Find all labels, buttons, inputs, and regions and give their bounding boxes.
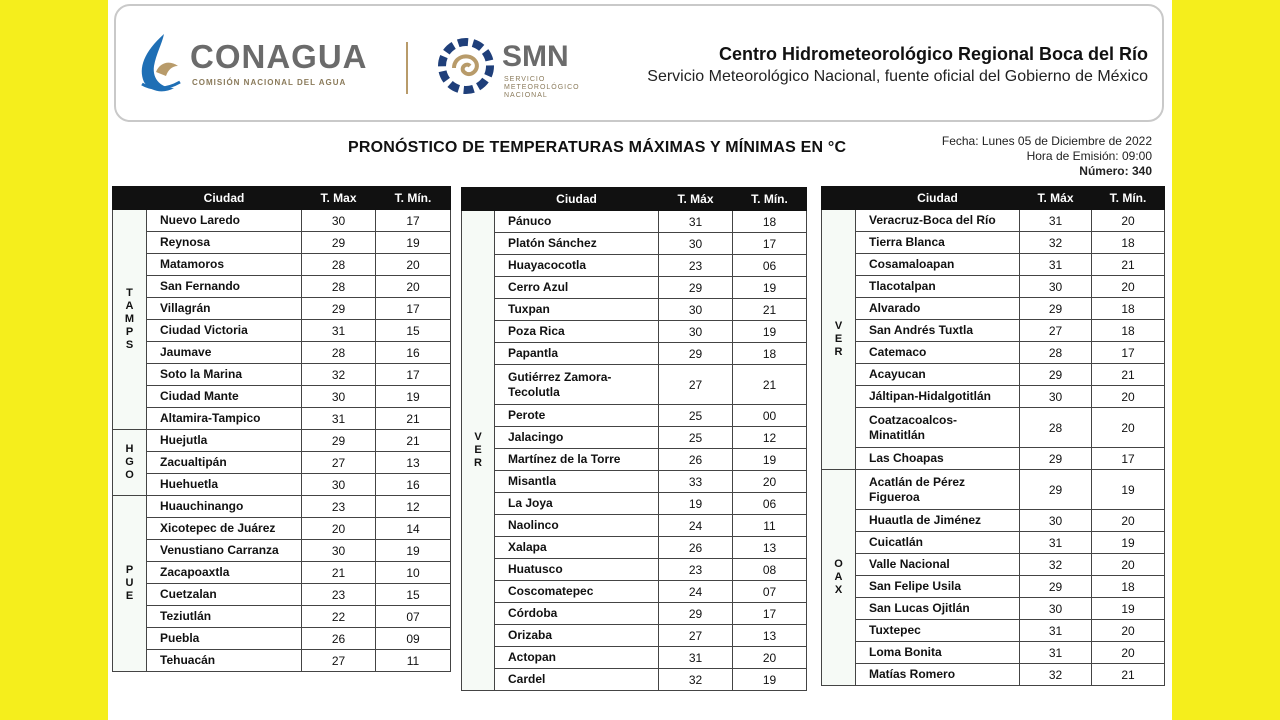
table-row — [462, 365, 807, 405]
table-row — [113, 364, 451, 386]
header-state-cell — [822, 187, 856, 210]
temp-max: 31 — [659, 211, 733, 233]
temp-max: 29 — [659, 277, 733, 299]
city-name: Jáltipan-Hidalgotitlán — [856, 386, 1020, 408]
temp-max: 26 — [659, 537, 733, 559]
temp-min: 21 — [1092, 364, 1165, 386]
city-name: Tuxtepec — [856, 620, 1020, 642]
temp-min: 15 — [376, 584, 451, 606]
temp-min: 07 — [376, 606, 451, 628]
table-row — [822, 554, 1165, 576]
table-row — [113, 474, 451, 496]
temp-max: 32 — [1020, 664, 1092, 686]
table-row — [462, 405, 807, 427]
city-name: Cosamaloapan — [856, 254, 1020, 276]
city-name: Actopan — [495, 647, 659, 669]
city-name: Zacapoaxtla — [147, 562, 302, 584]
city-name: Villagrán — [147, 298, 302, 320]
city-name: Platón Sánchez — [495, 233, 659, 255]
city-name: San Fernando — [147, 276, 302, 298]
temp-max: 23 — [302, 584, 376, 606]
city-name: Tierra Blanca — [856, 232, 1020, 254]
city-name: Jalacingo — [495, 427, 659, 449]
temp-max: 23 — [302, 496, 376, 518]
city-name: Ciudad Mante — [147, 386, 302, 408]
table-row — [113, 320, 451, 342]
table-row — [822, 620, 1165, 642]
table-row — [113, 430, 451, 452]
table-row — [822, 642, 1165, 664]
table-row — [113, 408, 451, 430]
table-row — [822, 232, 1165, 254]
temp-max: 28 — [302, 276, 376, 298]
city-name: Reynosa — [147, 232, 302, 254]
city-name: San Lucas Ojitlán — [856, 598, 1020, 620]
city-name: Cuicatlán — [856, 532, 1020, 554]
city-name: Ciudad Victoria — [147, 320, 302, 342]
city-name: Huautla de Jiménez — [856, 510, 1020, 532]
temp-max: 24 — [659, 581, 733, 603]
temp-max: 26 — [659, 449, 733, 471]
city-name: Tlacotalpan — [856, 276, 1020, 298]
city-name: Alvarado — [856, 298, 1020, 320]
temp-max: 31 — [1020, 620, 1092, 642]
city-name: Perote — [495, 405, 659, 427]
temp-min: 19 — [733, 669, 807, 691]
table-row — [822, 298, 1165, 320]
temp-min: 20 — [1092, 510, 1165, 532]
table-row — [822, 276, 1165, 298]
city-name: Matías Romero — [856, 664, 1020, 686]
state-code: HGO — [125, 443, 134, 481]
header-tmin: T. Mín. — [376, 187, 451, 210]
temp-max: 30 — [1020, 510, 1092, 532]
temp-max: 25 — [659, 405, 733, 427]
temp-min: 19 — [376, 386, 451, 408]
temp-max: 23 — [659, 559, 733, 581]
temp-max: 28 — [1020, 408, 1092, 448]
conagua-logo-icon — [134, 32, 184, 94]
city-name: Martínez de la Torre — [495, 449, 659, 471]
temp-min: 20 — [1092, 554, 1165, 576]
table-row — [462, 277, 807, 299]
temp-min: 19 — [1092, 470, 1165, 510]
city-name: Las Choapas — [856, 448, 1020, 470]
temp-max: 30 — [302, 540, 376, 562]
city-name: Naolinco — [495, 515, 659, 537]
forecast-table-1 — [112, 186, 451, 672]
smn-subtitle: SERVICIO METEOROLÓGICO NACIONAL — [504, 76, 580, 99]
document-meta — [942, 134, 1152, 179]
temp-max: 31 — [659, 647, 733, 669]
table-row — [462, 427, 807, 449]
table-row — [113, 562, 451, 584]
table-row — [113, 496, 451, 518]
temp-min: 17 — [376, 364, 451, 386]
temp-max: 29 — [1020, 470, 1092, 510]
table-row — [462, 471, 807, 493]
table-row — [462, 581, 807, 603]
temp-max: 20 — [302, 518, 376, 540]
temp-max: 31 — [1020, 254, 1092, 276]
temp-min: 19 — [733, 449, 807, 471]
table-header-row — [113, 187, 451, 210]
table-row — [113, 606, 451, 628]
city-name: Loma Bonita — [856, 642, 1020, 664]
city-name: Altamira-Tampico — [147, 408, 302, 430]
city-name: Xicotepec de Juárez — [147, 518, 302, 540]
table-row — [822, 510, 1165, 532]
city-name: Huatusco — [495, 559, 659, 581]
temp-min: 12 — [376, 496, 451, 518]
header-subtitle: Servicio Meteorológico Nacional, fuente oficial del Gobierno de México — [647, 68, 1148, 85]
temp-min: 14 — [376, 518, 451, 540]
temp-max: 21 — [302, 562, 376, 584]
table-row — [822, 664, 1165, 686]
temp-min: 20 — [376, 254, 451, 276]
state-label — [113, 210, 147, 430]
temp-min: 16 — [376, 474, 451, 496]
temp-min: 19 — [733, 277, 807, 299]
temp-min: 19 — [733, 321, 807, 343]
city-name: Teziutlán — [147, 606, 302, 628]
temp-min: 21 — [1092, 254, 1165, 276]
table-row — [113, 232, 451, 254]
temp-min: 13 — [733, 537, 807, 559]
temp-min: 19 — [376, 232, 451, 254]
document-page — [108, 0, 1172, 720]
temp-min: 21 — [376, 430, 451, 452]
temp-min: 21 — [733, 299, 807, 321]
city-name: Venustiano Carranza — [147, 540, 302, 562]
temp-min: 17 — [376, 298, 451, 320]
table-row — [822, 254, 1165, 276]
table-row — [113, 452, 451, 474]
city-name: Valle Nacional — [856, 554, 1020, 576]
state-code: TAMPS — [124, 287, 135, 351]
temp-max: 32 — [659, 669, 733, 691]
temp-max: 27 — [659, 365, 733, 405]
temp-min: 18 — [1092, 232, 1165, 254]
state-code: VER — [834, 320, 843, 358]
header-city: Ciudad — [856, 187, 1020, 210]
temp-max: 27 — [659, 625, 733, 647]
temp-max: 30 — [302, 386, 376, 408]
table-row — [462, 343, 807, 365]
state-label — [113, 496, 147, 672]
temp-min: 17 — [733, 603, 807, 625]
city-name: Tuxpan — [495, 299, 659, 321]
temp-max: 23 — [659, 255, 733, 277]
smn-logo — [434, 30, 604, 102]
city-name: Cuetzalan — [147, 584, 302, 606]
temp-max: 29 — [659, 603, 733, 625]
temp-min: 16 — [376, 342, 451, 364]
temp-min: 17 — [1092, 448, 1165, 470]
temp-max: 28 — [1020, 342, 1092, 364]
temp-max: 28 — [302, 342, 376, 364]
temp-max: 30 — [659, 233, 733, 255]
table-row — [462, 321, 807, 343]
table-row — [822, 532, 1165, 554]
table-row — [113, 254, 451, 276]
temp-min: 19 — [1092, 532, 1165, 554]
temp-min: 07 — [733, 581, 807, 603]
meta-issue-time: Hora de Emisión: 09:00 — [1026, 149, 1152, 163]
header-tmax: T. Máx — [1020, 187, 1092, 210]
header-title: Centro Hidrometeorológico Regional Boca del Río — [718, 44, 1148, 64]
table-row — [462, 255, 807, 277]
temp-min: 20 — [1092, 642, 1165, 664]
temp-max: 27 — [302, 452, 376, 474]
city-name: Huayacocotla — [495, 255, 659, 277]
temp-max: 29 — [659, 343, 733, 365]
table-row — [113, 650, 451, 672]
city-name: Huauchinango — [147, 496, 302, 518]
table-row — [462, 299, 807, 321]
temp-min: 20 — [1092, 620, 1165, 642]
smn-logo-icon — [434, 34, 498, 98]
temp-min: 19 — [1092, 598, 1165, 620]
temp-min: 10 — [376, 562, 451, 584]
table-row — [462, 625, 807, 647]
city-name: Córdoba — [495, 603, 659, 625]
temp-max: 30 — [659, 299, 733, 321]
temp-min: 20 — [1092, 408, 1165, 448]
temp-min: 08 — [733, 559, 807, 581]
temp-max: 30 — [1020, 386, 1092, 408]
temp-max: 29 — [1020, 298, 1092, 320]
temp-min: 17 — [733, 233, 807, 255]
temp-min: 09 — [376, 628, 451, 650]
state-label — [822, 470, 856, 686]
temp-max: 31 — [302, 408, 376, 430]
city-name: San Felipe Usila — [856, 576, 1020, 598]
table-row — [822, 210, 1165, 232]
table-row — [113, 540, 451, 562]
city-name: Soto la Marina — [147, 364, 302, 386]
temp-min: 21 — [376, 408, 451, 430]
temp-max: 32 — [1020, 554, 1092, 576]
temp-min: 18 — [733, 343, 807, 365]
conagua-wordmark: CONAGUA — [190, 38, 368, 75]
table-row — [822, 470, 1165, 510]
city-name: Xalapa — [495, 537, 659, 559]
table-row — [113, 518, 451, 540]
table-row — [113, 628, 451, 650]
temp-max: 29 — [302, 298, 376, 320]
table-header-row — [822, 187, 1165, 210]
header-tmax: T. Máx — [659, 188, 733, 211]
temp-min: 00 — [733, 405, 807, 427]
city-name: Gutiérrez Zamora-Tecolutla — [495, 365, 659, 405]
header-tmin: T. Mín. — [733, 188, 807, 211]
city-name: Misantla — [495, 471, 659, 493]
header-state-cell — [462, 188, 495, 211]
city-name: Matamoros — [147, 254, 302, 276]
temp-min: 21 — [733, 365, 807, 405]
city-name: Poza Rica — [495, 321, 659, 343]
city-name: Cerro Azul — [495, 277, 659, 299]
temp-max: 31 — [1020, 532, 1092, 554]
state-code: OAX — [834, 558, 843, 596]
city-name: Cardel — [495, 669, 659, 691]
table-row — [822, 448, 1165, 470]
temp-max: 32 — [302, 364, 376, 386]
city-name: Catemaco — [856, 342, 1020, 364]
table-row — [462, 647, 807, 669]
table-header-row — [462, 188, 807, 211]
table-row — [113, 584, 451, 606]
temp-min: 15 — [376, 320, 451, 342]
city-name: Orizaba — [495, 625, 659, 647]
forecast-table-2 — [461, 187, 807, 691]
table-row — [462, 537, 807, 559]
city-name: Puebla — [147, 628, 302, 650]
temp-max: 25 — [659, 427, 733, 449]
table-row — [462, 211, 807, 233]
temp-min: 20 — [1092, 210, 1165, 232]
header-city: Ciudad — [495, 188, 659, 211]
temp-min: 18 — [1092, 298, 1165, 320]
temp-min: 13 — [376, 452, 451, 474]
table-row — [113, 342, 451, 364]
state-label — [822, 210, 856, 470]
temp-min: 18 — [1092, 576, 1165, 598]
temp-max: 29 — [1020, 576, 1092, 598]
temp-min: 17 — [1092, 342, 1165, 364]
forecast-table-3 — [821, 186, 1165, 686]
temp-max: 19 — [659, 493, 733, 515]
temp-max: 31 — [302, 320, 376, 342]
temp-min: 20 — [1092, 386, 1165, 408]
temp-min: 18 — [733, 211, 807, 233]
temp-min: 19 — [376, 540, 451, 562]
table-row — [462, 559, 807, 581]
temp-max: 26 — [302, 628, 376, 650]
city-name: Acatlán de Pérez Figueroa — [856, 470, 1020, 510]
state-code: VER — [474, 431, 482, 469]
temp-max: 28 — [302, 254, 376, 276]
temp-max: 29 — [1020, 448, 1092, 470]
conagua-logo — [134, 32, 384, 98]
table-row — [462, 515, 807, 537]
city-name: Pánuco — [495, 211, 659, 233]
temp-max: 31 — [1020, 642, 1092, 664]
table-row — [113, 276, 451, 298]
city-name: Zacualtipán — [147, 452, 302, 474]
temp-min: 20 — [733, 647, 807, 669]
temp-min: 12 — [733, 427, 807, 449]
temp-max: 30 — [1020, 276, 1092, 298]
table-row — [822, 408, 1165, 448]
city-name: Tehuacán — [147, 650, 302, 672]
temp-min: 11 — [733, 515, 807, 537]
city-name: Coscomatepec — [495, 581, 659, 603]
temp-min: 06 — [733, 493, 807, 515]
temp-min: 13 — [733, 625, 807, 647]
table-row — [113, 386, 451, 408]
city-name: San Andrés Tuxtla — [856, 320, 1020, 342]
logo-divider — [406, 42, 408, 94]
temp-max: 24 — [659, 515, 733, 537]
table-row — [822, 598, 1165, 620]
table-row — [113, 210, 451, 232]
document-title: PRONÓSTICO DE TEMPERATURAS MÁXIMAS Y MÍNIMAS EN °C — [348, 139, 847, 156]
table-row — [113, 298, 451, 320]
temp-min: 11 — [376, 650, 451, 672]
state-code: PUE — [125, 564, 134, 602]
temp-max: 31 — [1020, 210, 1092, 232]
city-name: Papantla — [495, 343, 659, 365]
table-row — [822, 576, 1165, 598]
city-name: Coatzacoalcos-Minatitlán — [856, 408, 1020, 448]
table-row — [822, 386, 1165, 408]
temp-min: 06 — [733, 255, 807, 277]
temp-min: 20 — [376, 276, 451, 298]
temp-max: 29 — [302, 430, 376, 452]
city-name: Nuevo Laredo — [147, 210, 302, 232]
table-row — [822, 364, 1165, 386]
table-row — [462, 603, 807, 625]
city-name: Huehuetla — [147, 474, 302, 496]
temp-min: 18 — [1092, 320, 1165, 342]
header-tmin: T. Mín. — [1092, 187, 1165, 210]
conagua-subtitle: COMISIÓN NACIONAL DEL AGUA — [192, 78, 347, 87]
header-state-cell — [113, 187, 147, 210]
header-city: Ciudad — [147, 187, 302, 210]
temp-max: 29 — [1020, 364, 1092, 386]
temp-max: 22 — [302, 606, 376, 628]
meta-number: Número: 340 — [1079, 164, 1152, 178]
temp-max: 30 — [659, 321, 733, 343]
table-row — [462, 493, 807, 515]
meta-date: Fecha: Lunes 05 de Diciembre de 2022 — [941, 134, 1152, 148]
temp-max: 29 — [302, 232, 376, 254]
state-label — [113, 430, 147, 496]
temp-max: 30 — [302, 474, 376, 496]
table-row — [822, 342, 1165, 364]
smn-wordmark: SMN — [502, 40, 569, 73]
city-name: Huejutla — [147, 430, 302, 452]
temp-max: 30 — [302, 210, 376, 232]
table-row — [822, 320, 1165, 342]
temp-max: 30 — [1020, 598, 1092, 620]
state-label — [462, 211, 495, 691]
temp-max: 33 — [659, 471, 733, 493]
temp-min: 20 — [733, 471, 807, 493]
temp-min: 20 — [1092, 276, 1165, 298]
city-name: Jaumave — [147, 342, 302, 364]
table-row — [462, 449, 807, 471]
header-tmax: T. Max — [302, 187, 376, 210]
table-row — [462, 233, 807, 255]
temp-max: 27 — [302, 650, 376, 672]
temp-max: 27 — [1020, 320, 1092, 342]
city-name: Veracruz-Boca del Río — [856, 210, 1020, 232]
city-name: La Joya — [495, 493, 659, 515]
temp-min: 17 — [376, 210, 451, 232]
temp-max: 32 — [1020, 232, 1092, 254]
document-header — [114, 4, 1164, 122]
temp-min: 21 — [1092, 664, 1165, 686]
table-row — [462, 669, 807, 691]
city-name: Acayucan — [856, 364, 1020, 386]
